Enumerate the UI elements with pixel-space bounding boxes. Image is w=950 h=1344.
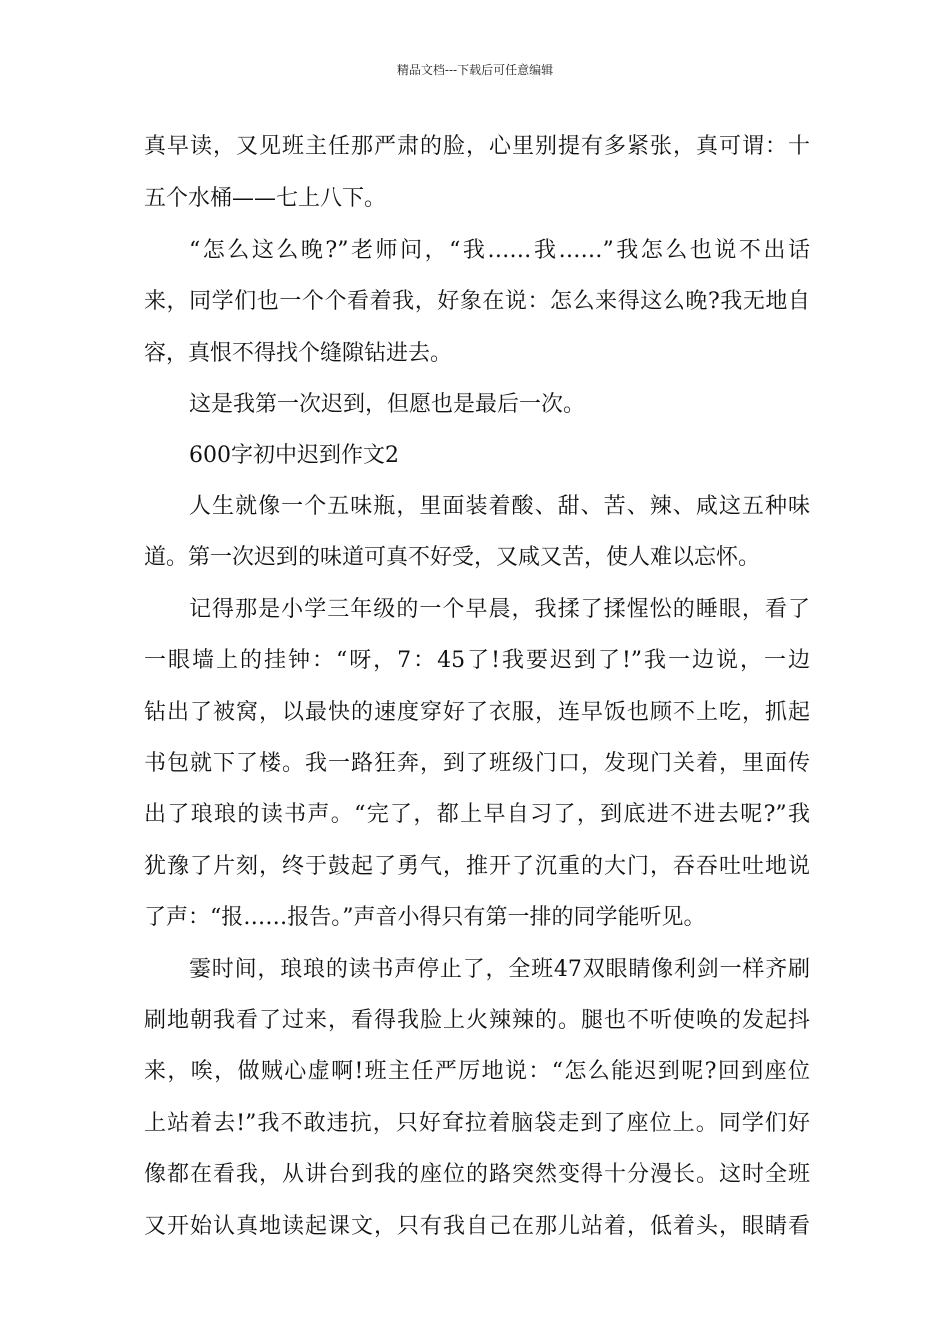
text-line: 一眼墙上的挂钟：“呀，7：45了!我要迟到了!”我一边说，一边 xyxy=(144,648,810,673)
text-line: 真早读，又见班主任那严肃的脸，心里别提有多紧张，真可谓：十 xyxy=(144,134,810,159)
text-line: 五个水桶——七上八下。 xyxy=(144,186,387,211)
text-line: 来，唉，做贼心虚啊!班主任严厉地说：“怎么能迟到呢?回到座位 xyxy=(144,1059,810,1084)
text-line: 来，同学们也一个个看着我，好象在说：怎么来得这么晚?我无地自 xyxy=(144,289,810,314)
text-line: 书包就下了楼。我一路狂奔，到了班级门口，发现门关着，里面传 xyxy=(144,751,810,776)
text-line: 犹豫了片刻，终于鼓起了勇气，推开了沉重的大门，吞吞吐吐地说 xyxy=(144,854,810,879)
text-line: 记得那是小学三年级的一个早晨，我揉了揉惺忪的睡眼，看了 xyxy=(189,597,810,622)
text-line: 道。第一次迟到的味道可真不好受，又咸又苦，使人难以忘怀。 xyxy=(144,545,761,570)
text-line: 霎时间，琅琅的读书声停止了，全班47双眼睛像利剑一样齐刷 xyxy=(189,957,810,982)
text-line: “怎么这么晚?”老师问，“我……我……”我怎么也说不出话 xyxy=(189,238,810,263)
text-line: 刷地朝我看了过来，看得我脸上火辣辣的。腿也不听使唤的发起抖 xyxy=(144,1008,810,1033)
page-header: 精品文档---下载后可任意编辑 xyxy=(396,63,554,77)
text-line: 容，真恨不得找个缝隙钻进去。 xyxy=(144,341,453,366)
text-line: 钻出了被窝，以最快的速度穿好了衣服，连早饭也顾不上吃，抓起 xyxy=(144,700,810,725)
section-heading: 600字初中迟到作文2 xyxy=(189,443,399,468)
text-line: 像都在看我，从讲台到我的座位的路突然变得十分漫长。这时全班 xyxy=(144,1162,810,1187)
text-line: 了声：“报……报告。”声音小得只有第一排的同学能听见。 xyxy=(144,905,706,930)
text-line: 又开始认真地读起课文，只有我自己在那儿站着，低着头，眼睛看 xyxy=(144,1214,810,1239)
text-line: 这是我第一次迟到，但愿也是最后一次。 xyxy=(189,392,586,417)
text-line: 人生就像一个五味瓶，里面装着酸、甜、苦、辣、咸这五种味 xyxy=(189,494,810,519)
text-line: 出了琅琅的读书声。“完了，都上早自习了，到底进不进去呢?”我 xyxy=(144,802,810,827)
text-line: 上站着去!”我不敢违抗，只好耷拉着脑袋走到了座位上。同学们好 xyxy=(144,1111,810,1136)
